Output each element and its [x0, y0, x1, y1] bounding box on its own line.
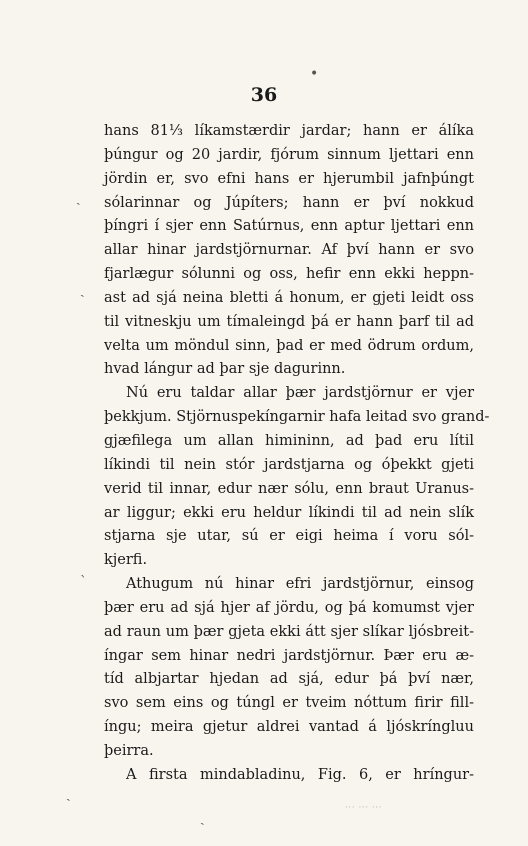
text-line: ast ad sjá neina bletti á honum, er gjeti leidt oss [104, 289, 474, 306]
library-stamp: ··· ··· ··· [345, 803, 382, 813]
text-line: til vitneskju um tímaleingd þá er hann þarf til ad [104, 313, 474, 330]
text-line: kjerfi. [104, 552, 148, 569]
text-line: þekkjum. Stjörnuspekíngarnir hafa leitad svo grand- [104, 409, 490, 426]
text-line: ar liggur; ekki eru heldur líkindi til ad nein slík [104, 504, 474, 521]
text-line: íngu; meira gjetur aldrei vantad á ljóskríngluu [104, 719, 474, 736]
text-line: tíd albjartar hjedan ad sjá, edur þá því nær, [104, 671, 474, 688]
text-line: Athugum nú hinar efri jardstjörnur, einsog [126, 576, 474, 593]
text-line: svo sem eins og túngl er tveim nóttum firir fill- [104, 695, 474, 712]
text-line: ad raun um þær gjeta ekki átt sjer slíkar ljósbreit- [104, 623, 474, 640]
text-line: fjarlægur sólunni og oss, hefir enn ekki heppn- [104, 266, 474, 283]
margin-mark: ˏ [76, 190, 81, 206]
text-line: gjæfilega um allan himininn, ad þad eru lítil [104, 432, 474, 449]
body-text [104, 120, 490, 788]
text-line: stjarna sje utar, sú er eigi heima í voru sól- [104, 528, 474, 545]
text-line: Nú eru taldar allar þær jardstjörnur er vjer [126, 385, 474, 402]
text-line: verid til innar, edur nær sólu, enn braut Uranus- [104, 480, 474, 497]
margin-mark: ˏ [80, 282, 85, 298]
text-line: íngar sem hinar nedri jardstjörnur. Þær eru æ- [104, 647, 474, 664]
margin-mark: ˋ [80, 574, 87, 590]
text-line: hvad lángur ad þar sje dagurinn. [104, 361, 346, 378]
text-line: sólarinnar og Júpíters; hann er því nokkud [104, 194, 474, 211]
text-line: A firsta mindabladinu, Fig. 6, er hríngur- [126, 766, 474, 783]
text-line: þær eru ad sjá hjer af jördu, og þá komumst vjer [104, 599, 474, 616]
text-line: þúngur og 20 jardir, fjórum sinnum ljettari enn [104, 146, 474, 163]
text-line: hans 81⅓ líkamstærdir jardar; hann er álíka [104, 123, 474, 139]
text-line: líkindi til nein stór jardstjarna og óþekkt gjeti [104, 456, 474, 473]
margin-mark: ˏ [200, 810, 205, 826]
margin-mark: • [310, 66, 319, 82]
text-line: jördin er, svo efni hans er hjerumbil jafnþúngt [104, 170, 474, 187]
page-number: 36 [250, 84, 278, 106]
text-line: allar hinar jardstjörnurnar. Af því hann er svo [104, 242, 474, 259]
margin-mark: ˎ [66, 786, 71, 802]
text-line: þeirra. [104, 742, 154, 759]
text-line: þíngri í sjer enn Satúrnus, enn aptur ljettari enn [104, 218, 474, 235]
text-line: velta um möndul sinn, þad er med ödrum ordum, [104, 337, 474, 354]
